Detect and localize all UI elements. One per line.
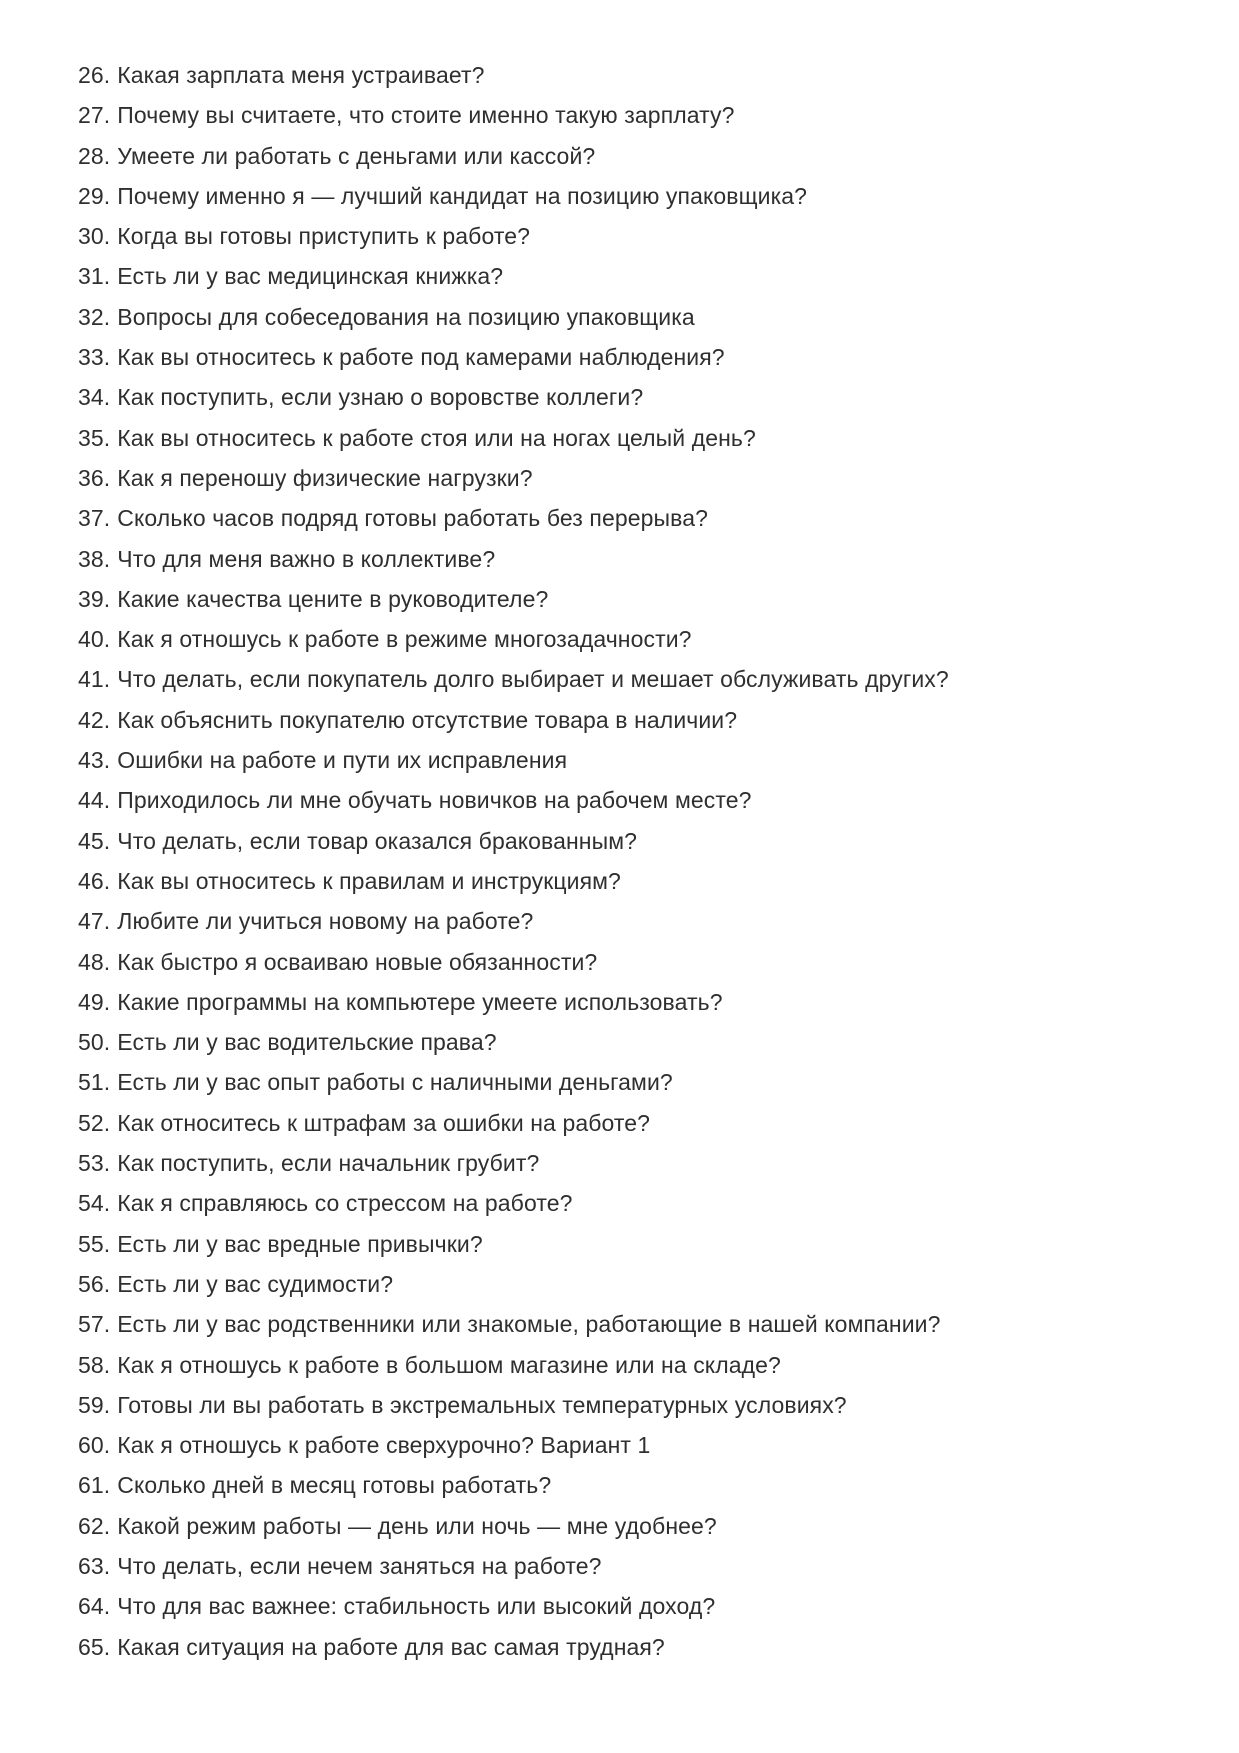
item-text: Какая зарплата меня устраивает?: [117, 62, 485, 88]
item-number: 41.: [78, 666, 111, 693]
item-text: Есть ли у вас медицинская книжка?: [117, 263, 504, 290]
list-item: [78, 861, 1179, 901]
list-item: [78, 136, 1179, 176]
list-item: [78, 901, 1179, 941]
item-text: Как поступить, если узнаю о воровстве коллеги?: [117, 384, 644, 411]
item-number: 32.: [78, 303, 111, 330]
list-item: [78, 740, 1179, 780]
item-number: 36.: [78, 464, 111, 491]
list-item: [78, 95, 1179, 135]
item-text: Есть ли у вас судимости?: [117, 1270, 394, 1297]
item-number: 56.: [78, 1270, 111, 1297]
item-text: Как я отношусь к работе в режиме многозадачности?: [117, 626, 692, 653]
item-number: 37.: [78, 505, 111, 532]
item-number: 42.: [78, 706, 111, 733]
item-number: 46.: [78, 867, 111, 894]
item-text: Как поступить, если начальник грубит?: [117, 1150, 540, 1177]
item-text: Как вы относитесь к работе стоя или на ногах целый день?: [117, 424, 756, 451]
item-number: 54.: [78, 1190, 111, 1217]
item-number: 60.: [78, 1432, 111, 1459]
item-text: Почему именно я — лучший кандидат на позицию упаковщика?: [117, 182, 808, 209]
item-text: Как я переношу физические нагрузки?: [117, 464, 533, 491]
item-text: Как я отношусь к работе в большом магазине или на складе?: [117, 1351, 781, 1378]
list-item: [78, 1143, 1179, 1183]
item-text: Сколько дней в месяц готовы работать?: [117, 1472, 552, 1499]
item-text: Какие программы на компьютере умеете использовать?: [117, 988, 723, 1015]
item-number: 65.: [78, 1633, 111, 1660]
item-text: Что для меня важно в коллективе?: [117, 545, 496, 572]
list-item: [78, 458, 1179, 498]
item-text: Как я справляюсь со стрессом на работе?: [117, 1190, 573, 1217]
item-number: 58.: [78, 1351, 111, 1378]
list-item: [78, 1022, 1179, 1062]
list-item: [78, 297, 1179, 337]
item-text: Есть ли у вас родственники или знакомые, работающие в нашей компании?: [117, 1311, 941, 1338]
item-number: 26.: [78, 62, 111, 88]
list-item: [78, 1062, 1179, 1102]
item-text: Почему вы считаете, что стоите именно такую зарплату?: [117, 102, 735, 129]
list-item: [78, 1183, 1179, 1223]
item-number: 52.: [78, 1109, 111, 1136]
item-text: Как я отношусь к работе сверхурочно? Вариант 1: [117, 1432, 651, 1459]
list-item: [78, 1345, 1179, 1385]
list-item: [78, 780, 1179, 820]
item-text: Как относитесь к штрафам за ошибки на работе?: [117, 1109, 651, 1136]
item-number: 30.: [78, 223, 111, 250]
list-item: [78, 176, 1179, 216]
item-text: Как вы относитесь к правилам и инструкциям?: [117, 867, 621, 894]
item-number: 28.: [78, 142, 111, 169]
item-number: 51.: [78, 1069, 111, 1096]
item-number: 55.: [78, 1230, 111, 1257]
list-item: [78, 942, 1179, 982]
list-item: [78, 700, 1179, 740]
item-number: 49.: [78, 988, 111, 1015]
item-text: Когда вы готовы приступить к работе?: [117, 223, 530, 250]
item-number: 48.: [78, 948, 111, 975]
item-number: 47.: [78, 908, 111, 935]
list-item: [78, 1385, 1179, 1425]
list-item: [78, 256, 1179, 296]
item-number: 39.: [78, 585, 111, 612]
list-item: [78, 377, 1179, 417]
item-number: 33.: [78, 344, 111, 371]
item-text: Есть ли у вас водительские права?: [117, 1029, 497, 1056]
item-text: Какая ситуация на работе для вас самая трудная?: [117, 1633, 665, 1660]
item-number: 27.: [78, 102, 111, 129]
item-number: 43.: [78, 747, 111, 774]
item-text: Какой режим работы — день или ночь — мне удобнее?: [117, 1512, 717, 1539]
list-item: [78, 982, 1179, 1022]
item-number: 62.: [78, 1512, 111, 1539]
item-text: Умеете ли работать с деньгами или кассой?: [117, 142, 596, 169]
list-item: [78, 1627, 1179, 1667]
item-number: 64.: [78, 1593, 111, 1620]
question-list: [78, 55, 1179, 1667]
item-text: Что делать, если покупатель долго выбирает и мешает обслуживать других?: [117, 666, 949, 693]
item-number: 63.: [78, 1552, 111, 1579]
item-text: Есть ли у вас опыт работы с наличными деньгами?: [117, 1069, 673, 1096]
item-text: Как быстро я осваиваю новые обязанности?: [117, 948, 598, 975]
item-number: 53.: [78, 1150, 111, 1177]
list-item: [78, 418, 1179, 458]
item-text: Как вы относитесь к работе под камерами наблюдения?: [117, 344, 725, 371]
item-text: Готовы ли вы работать в экстремальных температурных условиях?: [117, 1391, 847, 1418]
list-item: [78, 821, 1179, 861]
item-text: Что делать, если нечем заняться на работе?: [117, 1552, 602, 1579]
list-item: [78, 659, 1179, 699]
item-number: 29.: [78, 182, 111, 209]
list-item: [78, 619, 1179, 659]
list-item: [78, 498, 1179, 538]
list-item: [78, 1224, 1179, 1264]
list-item: [78, 1506, 1179, 1546]
list-item: [78, 1465, 1179, 1505]
list-item: [78, 1103, 1179, 1143]
list-item: [78, 337, 1179, 377]
list-item: [78, 216, 1179, 256]
item-text: Что для вас важнее: стабильность или высокий доход?: [117, 1593, 716, 1620]
item-number: 34.: [78, 384, 111, 411]
item-text: Что делать, если товар оказался бракованным?: [117, 827, 638, 854]
list-item: [78, 579, 1179, 619]
item-number: 38.: [78, 545, 111, 572]
item-text: Есть ли у вас вредные привычки?: [117, 1230, 483, 1257]
item-number: 44.: [78, 787, 111, 814]
item-text: Вопросы для собеседования на позицию упаковщика: [117, 303, 695, 330]
list-item: [78, 1586, 1179, 1626]
item-number: 45.: [78, 827, 111, 854]
list-item: [78, 1304, 1179, 1344]
item-number: 40.: [78, 626, 111, 653]
item-number: 50.: [78, 1029, 111, 1056]
list-item: [78, 1425, 1179, 1465]
item-text: Приходилось ли мне обучать новичков на рабочем месте?: [117, 787, 752, 814]
item-number: 35.: [78, 424, 111, 451]
list-item: [78, 1264, 1179, 1304]
item-text: Сколько часов подряд готовы работать без перерыва?: [117, 505, 709, 532]
item-text: Любите ли учиться новому на работе?: [117, 908, 534, 935]
item-number: 57.: [78, 1311, 111, 1338]
item-number: 59.: [78, 1391, 111, 1418]
item-number: 61.: [78, 1472, 111, 1499]
item-text: Как объяснить покупателю отсутствие товара в наличии?: [117, 706, 738, 733]
item-number: 31.: [78, 263, 111, 290]
item-text: Ошибки на работе и пути их исправления: [117, 747, 568, 774]
list-item: [78, 55, 1179, 95]
list-item: [78, 539, 1179, 579]
list-item: [78, 1546, 1179, 1586]
item-text: Какие качества цените в руководителе?: [117, 585, 549, 612]
